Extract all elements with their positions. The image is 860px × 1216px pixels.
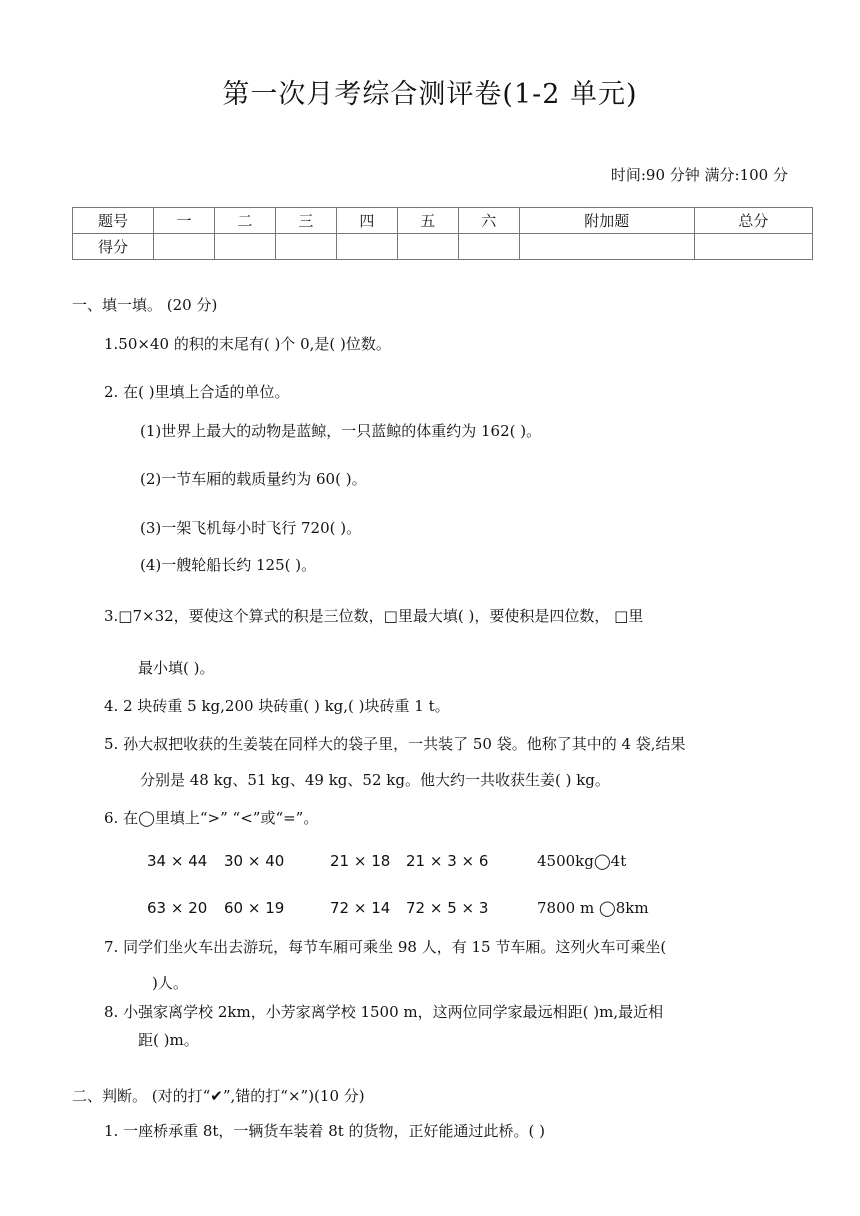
compare-expr: 34 × 44 [147, 852, 208, 870]
row-label: 得分 [73, 234, 154, 260]
header-cell: 二 [214, 208, 275, 234]
compare-expr: 30 × 40 [224, 852, 285, 870]
section-2-title: 二、判断。 (对的打“✔”,错的打“×”)(10 分) [72, 1087, 365, 1105]
compare-expr: 63 × 20 [147, 899, 208, 917]
question-7-line-2: )人。 [152, 974, 188, 992]
question-5-line-1: 5. 孙大叔把收获的生姜装在同样大的袋子里，一共装了 50 袋。他称了其中的 4 袋,结果 [104, 735, 686, 753]
header-cell: 附加题 [519, 208, 694, 234]
score-cell[interactable] [694, 234, 812, 260]
header-cell: 五 [397, 208, 458, 234]
question-8-line-2: 距( )m。 [138, 1031, 199, 1049]
compare-expr: 60 × 19 [224, 899, 285, 917]
compare-expr: 4500kg◯4t [537, 852, 627, 870]
compare-expr: 72 × 5 × 3 [406, 899, 489, 917]
score-cell[interactable] [154, 234, 215, 260]
header-cell: 总分 [694, 208, 812, 234]
score-cell[interactable] [214, 234, 275, 260]
score-cell[interactable] [458, 234, 519, 260]
page-title: 第一次月考综合测评卷(1-2 单元) [222, 79, 638, 110]
exam-meta: 时间:90 分钟 满分:100 分 [610, 166, 788, 184]
question-6: 6. 在◯里填上“>” “<”或“=”。 [104, 809, 319, 827]
score-cell[interactable] [519, 234, 694, 260]
compare-expr: 72 × 14 [330, 899, 391, 917]
header-cell: 四 [336, 208, 397, 234]
header-cell: 六 [458, 208, 519, 234]
compare-expr: 21 × 18 [330, 852, 391, 870]
header-cell: 题号 [73, 208, 154, 234]
question-8-line-1: 8. 小强家离学校 2km，小芳家离学校 1500 m，这两位同学家最远相距( )m,最近相 [104, 1003, 664, 1021]
question-2-1: (1)世界上最大的动物是蓝鲸，一只蓝鲸的体重约为 162( )。 [140, 422, 542, 440]
question-3-line-2: 最小填( )。 [138, 659, 215, 677]
question-7-line-1: 7. 同学们坐火车出去游玩，每节车厢可乘坐 98 人，有 15 节车厢。这列火车可乘坐( [104, 938, 667, 956]
question-1: 1.50×40 的积的末尾有( )个 0,是( )位数。 [104, 335, 391, 353]
question-3-line-1: 3.□7×32，要使这个算式的积是三位数，□里最大填( )，要使积是四位数， □里 [104, 607, 644, 625]
question-2: 2. 在( )里填上合适的单位。 [104, 383, 290, 401]
score-cell[interactable] [275, 234, 336, 260]
question-2-4: (4)一艘轮船长约 125( )。 [140, 556, 317, 574]
question-4: 4. 2 块砖重 5 kg,200 块砖重( ) kg,( )块砖重 1 t。 [104, 697, 450, 715]
header-cell: 一 [154, 208, 215, 234]
compare-expr: 21 × 3 × 6 [406, 852, 489, 870]
score-table-header-row [73, 208, 813, 234]
score-table [72, 207, 813, 260]
question-2-3: (3)一架飞机每小时飞行 720( )。 [140, 519, 362, 537]
question-5-line-2: 分别是 48 kg、51 kg、49 kg、52 kg。他大约一共收获生姜( ) kg。 [140, 771, 610, 789]
score-table-score-row [73, 234, 813, 260]
header-cell: 三 [275, 208, 336, 234]
score-cell[interactable] [397, 234, 458, 260]
question-2-2: (2)一节车厢的载质量约为 60( )。 [140, 470, 367, 488]
score-cell[interactable] [336, 234, 397, 260]
section-1-title: 一、填一填。 (20 分) [72, 296, 218, 314]
judge-question-1: 1. 一座桥承重 8t，一辆货车装着 8t 的货物，正好能通过此桥。( ) [104, 1122, 546, 1140]
compare-expr: 7800 m ◯8km [537, 899, 649, 917]
